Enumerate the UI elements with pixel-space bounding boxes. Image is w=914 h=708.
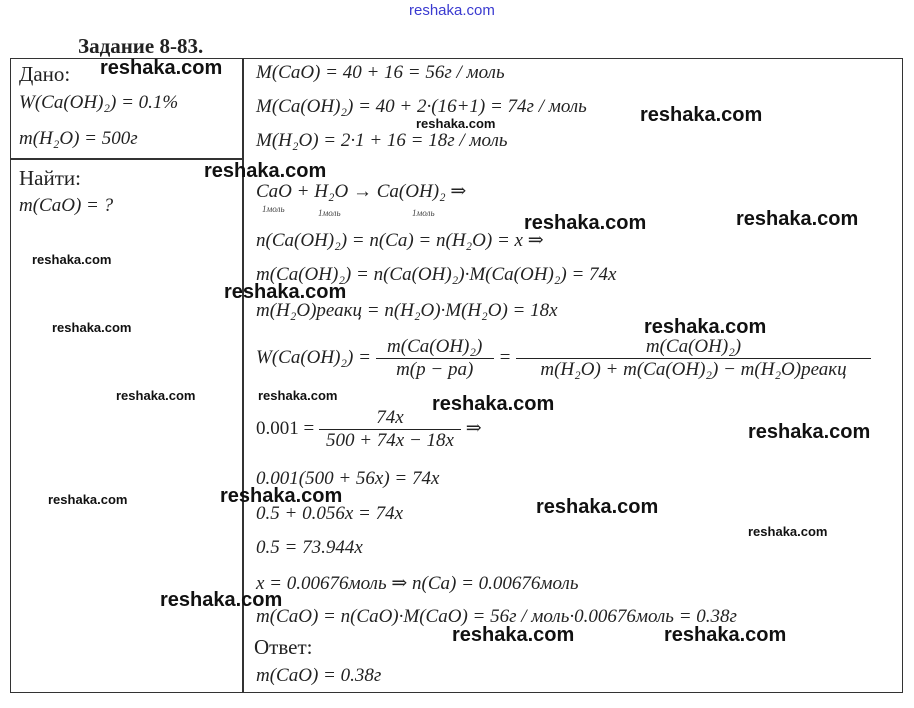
watermark: reshaka.com	[644, 316, 767, 338]
watermark: reshaka.com	[220, 485, 343, 507]
reaction-equation: CaO + H₂O → Ca(OH)₂ ⇒	[256, 181, 467, 202]
fraction-expanded	[516, 336, 871, 381]
given-line-mass-fraction: W(Ca(OH)₂) = 0.1%	[19, 92, 179, 113]
watermark: reshaka.com	[100, 57, 223, 79]
reaction-mol-3: 1моль	[412, 208, 435, 218]
watermark: reshaka.com	[664, 624, 787, 646]
watermark: reshaka.com	[536, 496, 659, 518]
molar-mass-caoh2: M(Ca(OH)₂) = 40 + 2·(16+1) = 74г / моль	[256, 96, 587, 117]
equation-step-2: 0.5 + 0.056x = 74x	[256, 503, 404, 524]
watermark: reshaka.com	[32, 252, 112, 267]
watermark: reshaka.com	[748, 421, 871, 443]
watermark: reshaka.com	[524, 212, 647, 234]
find-label: Найти:	[19, 166, 81, 190]
molar-mass-cao: M(CaO) = 40 + 16 = 56г / моль	[256, 62, 505, 83]
answer-value: m(CaO) = 0.38г	[256, 665, 382, 686]
watermark: reshaka.com	[52, 320, 132, 335]
equation-step-3: 0.5 = 73.944x	[256, 537, 363, 558]
watermark: reshaka.com	[160, 589, 283, 611]
reaction-mol-2: 1моль	[318, 208, 341, 218]
mass-caoh2-line: m(Ca(OH)₂) = n(Ca(OH)₂)·M(Ca(OH)₂) = 74x	[256, 264, 617, 285]
equation-substituted-lhs: 0.001 =	[256, 417, 315, 439]
mass-fraction-eq: =	[498, 346, 512, 368]
moles-equality: n(Ca(OH)₂) = n(Ca) = n(H₂O) = x ⇒	[256, 230, 544, 251]
fraction-expanded-numerator: m(Ca(OH)₂)	[516, 336, 871, 359]
fraction-solution-numerator: m(Ca(OH)₂)	[376, 336, 494, 359]
mass-fraction-lhs: W(Ca(OH)₂) =	[256, 346, 371, 368]
equation-step-1: 0.001(500 + 56x) = 74x	[256, 468, 440, 489]
fraction-solution	[376, 336, 494, 381]
reaction-mol-1: 1моль	[262, 204, 285, 214]
given-label: Дано:	[19, 62, 71, 86]
find-line: m(CaO) = ?	[19, 195, 114, 216]
mass-cao-result: m(CaO) = n(CaO)·M(CaO) = 56г / моль·0.00676моль = 0.38г	[256, 606, 737, 627]
watermark: reshaka.com	[736, 208, 859, 230]
molar-mass-h2o: M(H₂O) = 2·1 + 16 = 18г / моль	[256, 130, 508, 151]
watermark: reshaka.com	[640, 104, 763, 126]
fraction-solution-denominator: m(р − ра)	[396, 359, 474, 380]
x-value-line: x = 0.00676моль ⇒ n(Ca) = 0.00676моль	[256, 573, 579, 594]
watermark: reshaka.com	[748, 524, 828, 539]
mass-fraction-formula	[256, 336, 871, 381]
watermark: reshaka.com	[432, 393, 555, 415]
watermark: reshaka.com	[204, 160, 327, 182]
site-link[interactable]: reshaka.com	[409, 2, 495, 19]
fraction-expanded-denominator: m(H₂O) + m(Ca(OH)₂) − m(H₂O)реакц	[540, 359, 847, 380]
given-line-water-mass: m(H₂O) = 500г	[19, 128, 138, 149]
implies-arrow: ⇒	[465, 417, 482, 439]
watermark: reshaka.com	[224, 281, 347, 303]
watermark: reshaka.com	[452, 624, 575, 646]
answer-label: Ответ:	[254, 635, 313, 659]
watermark: reshaka.com	[48, 492, 128, 507]
watermark: reshaka.com	[258, 388, 338, 403]
fraction-substituted-numerator: 74x	[319, 407, 461, 430]
mass-h2o-reacted-line: m(H₂O)реакц = n(H₂O)·M(H₂O) = 18x	[256, 300, 558, 321]
task-title: Задание 8-83.	[78, 34, 204, 58]
fraction-substituted-denominator: 500 + 74x − 18x	[325, 430, 454, 451]
watermark: reshaka.com	[116, 388, 196, 403]
watermark: reshaka.com	[416, 116, 496, 131]
